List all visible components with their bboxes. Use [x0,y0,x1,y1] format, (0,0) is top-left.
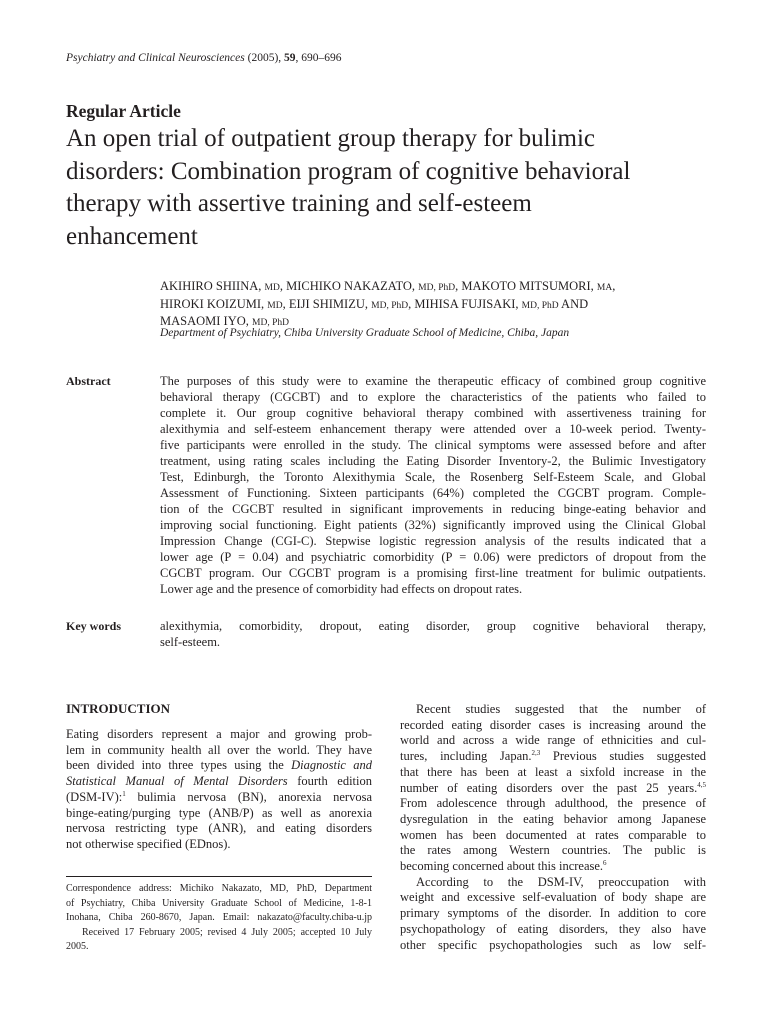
body-line: not otherwise specified (EDnos). [66,836,231,851]
body-line: Eating disorders represent a major and growing prob- [66,727,372,741]
body-line: nervosa restricting type (ANR), and eating disorders [66,821,372,836]
text-run-italic: Diagnostic and [291,758,372,773]
text-run: Previous studies suggested [540,749,706,764]
author-name: MASAOMI IYO, [160,314,253,328]
body-line: psychopathology of eating disorders, they also have [400,921,706,936]
author-degree: MD, PhD [252,318,289,328]
text-run: bulimia nervosa (BN), anorexia nervosa [125,789,372,804]
abstract-line: behavioral therapy (CGCBT) and to explore the characteristics of the patients who failed to [160,390,706,404]
abstract-line: tion of the CGCBT resulted in significant improvements in reducing binge-eating behavior and [160,502,706,516]
journal-citation [66,52,342,64]
citation-ref[interactable]: 2,3 [531,749,541,758]
abstract-line: Test, Edinburgh, the Toronto Alexithymia Scale, the Rosenberg Self-Esteem Scale, and Global [160,470,706,484]
body-line: women has been documented at rates comparable to [400,827,706,842]
abstract-body [160,373,706,597]
body-line: that there has been at least a sixfold increase in the [400,764,706,779]
body-line [400,749,706,765]
body-line: weight and excessive self-evaluation of body shape are [400,890,706,905]
citation-ref[interactable]: 6 [603,859,607,868]
body-line: the rates among Western countries. The public is [400,843,706,858]
journal-volume: 59 [284,52,296,64]
title-line: enhancement [66,222,198,250]
body-line: According to the DSM-IV, preoccupation with [416,874,706,889]
footnote-line[interactable]: Inohana, Chiba 260-8670, Japan. Email: nakazato@faculty.chiba-u.jp [66,912,372,923]
text-run: (DSM-IV): [66,789,123,804]
abstract-line: five participants were enrolled in the study. The clinical symptoms were assessed before and after [160,438,706,452]
text-run: number of eating disorders over the past 25 years. [400,780,698,795]
keywords-line: self-esteem. [160,635,221,649]
abstract-line: Impression Change (CGI-C). Stepwise logistic regression analysis of the results indicated that a [160,534,706,548]
author-degree: MD, PhD [371,300,409,311]
author-name: , EIJI SHIMIZU, [282,296,372,311]
abstract-label: Abstract [66,374,111,388]
author-list [160,279,615,332]
text-run: been divided into three types using the [66,758,292,773]
abstract-line: treatment, using rating scales including the Eating Disorder Inventory-2, the Bulimic Investigatory [160,454,706,468]
citation-ref[interactable]: 1 [122,789,126,798]
footnote-divider [66,876,372,877]
author-separator: AND [558,296,589,311]
title-line: therapy with assertive training and self-esteem [66,190,532,217]
body-line: other specific psychopathologies such as low self- [400,937,706,952]
abstract-line: complete it. Our group cognitive behavioral therapy combined with assertiveness training for [160,406,706,420]
author-name: , MICHIKO NAKAZATO, [279,279,419,293]
author-degree: MD, PhD [521,300,559,311]
body-line [66,758,372,774]
body-line [66,774,372,790]
article-title [66,123,746,253]
body-line: recorded eating disorder cases is increasing around the [400,717,706,732]
keywords-label: Key words [66,619,121,633]
citation-ref[interactable]: 4,5 [697,780,706,789]
correspondence-footnote [66,882,372,955]
footnote-line: Received 17 February 2005; revised 4 July 2005; accepted 10 July [82,926,372,938]
author-line [160,279,615,297]
body-line: lem in community health all over the world. They have [66,742,372,757]
abstract-line: Lower age and the presence of comorbidity had effects on dropout rates. [160,582,523,596]
author-degree: MD, PhD [418,283,456,293]
affiliation: Department of Psychiatry, Chiba University Graduate School of Medicine, Chiba, Japan [160,327,570,339]
footnote-line: of Psychiatry, Chiba University Graduate School of Medicine, 1-8-1 [66,897,372,909]
body-line: Recent studies suggested that the number of [416,702,706,716]
body-line [66,790,372,806]
body-line: From adolescence through adulthood, the presence of [400,796,706,811]
body-line: primary symptoms of the disorder. In addition to core [400,906,706,921]
author-name: HIROKI KOIZUMI, [160,296,268,311]
abstract-line: lower age (P = 0.04) and psychiatric comorbidity (P = 0.06) were predictors of dropout from the [160,550,706,564]
article-type: Regular Article [66,101,181,121]
footnote-line: 2005. [66,941,89,952]
body-line: dysregulation in the eating behavior among Japanese [400,811,706,826]
author-degree: MA [596,283,613,293]
author-degree: MD [267,300,283,311]
author-name: AKIHIRO SHIINA, [160,279,265,293]
text-run: becoming concerned about this increase. [400,859,604,874]
keywords-body [160,618,706,650]
title-line: An open trial of outpatient group therapy for bulimic [66,125,596,152]
author-name: , MAKOTO MITSUMORI, [455,279,597,293]
journal-pages: , 690–696 [295,52,342,64]
right-column-text [400,702,706,953]
abstract-line: CGCBT program. Our CGCBT program is a promising first-line treatment for bulimic outpatients. [160,566,706,580]
journal-name: Psychiatry and Clinical Neurosciences [66,52,245,64]
author-separator: , [612,279,616,293]
author-name: , MIHISA FUJISAKI, [408,296,522,311]
abstract-line: Assessment of Functioning. Sixteen participants (64%) completed the CGCBT program. Comple- [160,486,706,500]
abstract-line: alexithymia and self-esteem enhancement therapy were attended over a 10-week period. Twenty- [160,422,706,436]
keywords-line: alexithymia, comorbidity, dropout, eating disorder, group cognitive behavioral therapy, [160,619,706,633]
title-line: disorders: Combination program of cognitive behavioral [66,157,631,185]
section-heading-introduction: INTRODUCTION [66,701,171,716]
abstract-line: improving social functioning. Eight patients (32%) significantly improved using the Clinical Global [160,518,706,532]
body-line [400,781,706,797]
author-degree: MD [264,283,280,293]
text-run-italic: Statistical Manual of Mental Disorders [66,774,288,789]
left-column-text [66,727,372,853]
text-run: tures, including Japan. [400,749,532,764]
text-run: fourth edition [287,774,372,789]
author-line [160,297,615,315]
footnote-line: Correspondence address: Michiko Nakazato, MD, PhD, Department [66,883,372,894]
abstract-line: The purposes of this study were to examine the therapeutic efficacy of combined group cognitive [160,374,706,388]
body-line [400,859,706,875]
body-line: world and across a wide range of ethnicities and cul- [400,733,706,748]
journal-year: (2005), [247,52,282,64]
body-line: binge-eating/purging type (ANB/P) as well as anorexia [66,805,372,820]
